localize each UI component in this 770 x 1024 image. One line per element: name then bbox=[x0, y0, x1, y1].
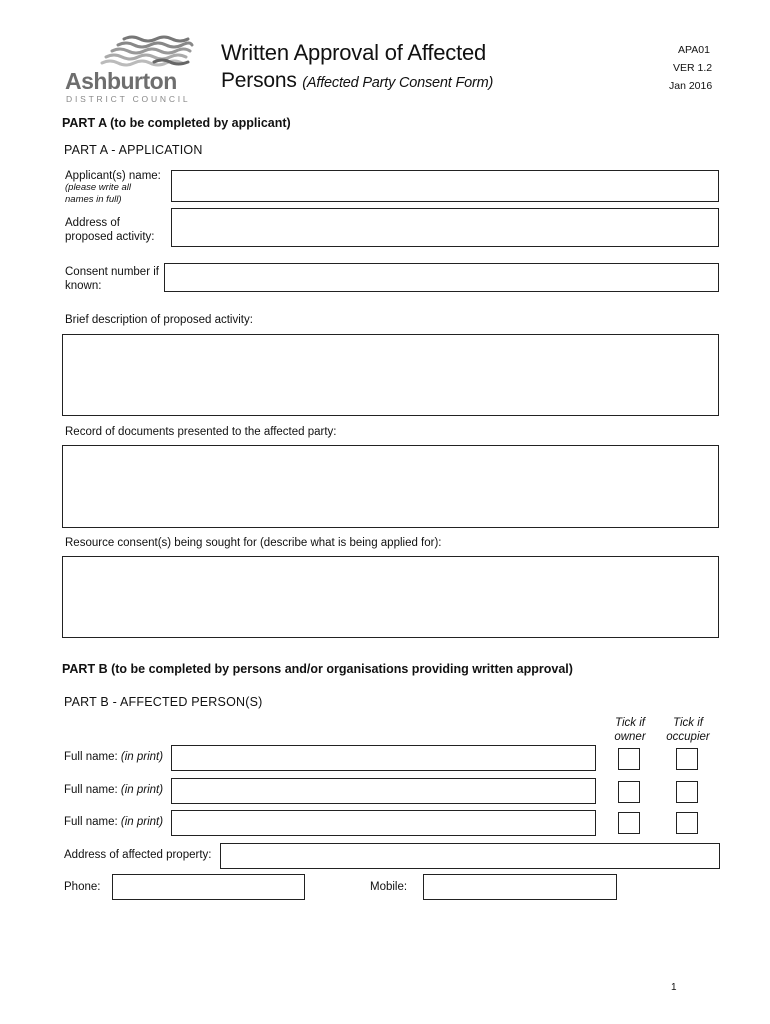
fullname-input-2[interactable] bbox=[171, 778, 596, 804]
form-title-line1: Written Approval of Affected bbox=[221, 40, 487, 65]
brief-description-input[interactable] bbox=[62, 334, 719, 416]
form-code: APA01 bbox=[678, 44, 710, 56]
resource-consent-input[interactable] bbox=[62, 556, 719, 638]
phone-input[interactable] bbox=[112, 874, 305, 900]
tick-occupier-label: Tick if occupier bbox=[666, 717, 710, 743]
applicant-note: (please write all names in full) bbox=[65, 182, 131, 205]
affected-address-label: Address of affected property: bbox=[64, 849, 212, 861]
fullname-text: Full name: bbox=[64, 784, 118, 796]
logo-name: Ashburton bbox=[65, 68, 177, 94]
brief-description-label: Brief description of proposed activity: bbox=[65, 314, 253, 326]
council-logo bbox=[62, 34, 202, 104]
applicant-name-input[interactable] bbox=[171, 170, 719, 202]
applicant-label: Applicant(s) name: bbox=[65, 170, 161, 182]
record-documents-input[interactable] bbox=[62, 445, 719, 528]
owner-checkbox-2[interactable] bbox=[618, 781, 640, 803]
part-b-section-title: PART B - AFFECTED PERSON(S) bbox=[64, 695, 263, 709]
consent-number-input[interactable] bbox=[164, 263, 719, 292]
fullname-hint: (in print) bbox=[120, 751, 164, 763]
page-number: 1 bbox=[671, 982, 677, 993]
record-documents-label: Record of documents presented to the affected party: bbox=[65, 426, 337, 438]
logo-subtitle: DISTRICT COUNCIL bbox=[66, 94, 191, 104]
tick-owner-label: Tick if owner bbox=[614, 717, 646, 743]
fullname-label-2 bbox=[64, 783, 163, 797]
affected-address-input[interactable] bbox=[220, 843, 720, 869]
form-title-sub: (Affected Party Consent Form) bbox=[302, 75, 494, 91]
part-a-section-title: PART A - APPLICATION bbox=[64, 143, 203, 157]
fullname-label-3 bbox=[64, 815, 163, 829]
mobile-input[interactable] bbox=[423, 874, 617, 900]
occupier-checkbox-3[interactable] bbox=[676, 812, 698, 834]
part-a-heading: PART A (to be completed by applicant) bbox=[62, 116, 291, 130]
fullname-text: Full name: bbox=[64, 751, 118, 763]
fullname-input-1[interactable] bbox=[171, 745, 596, 771]
form-date: Jan 2016 bbox=[669, 80, 713, 92]
resource-consent-label: Resource consent(s) being sought for (describe what is being applied for): bbox=[65, 537, 442, 549]
fullname-input-3[interactable] bbox=[171, 810, 596, 836]
occupier-checkbox-2[interactable] bbox=[676, 781, 698, 803]
fullname-label-1 bbox=[64, 750, 163, 764]
part-b-heading: PART B (to be completed by persons and/or organisations providing written approval) bbox=[62, 662, 573, 676]
occupier-checkbox-1[interactable] bbox=[676, 748, 698, 770]
form-title-line2 bbox=[221, 69, 493, 93]
consent-number-label: Consent number if known: bbox=[65, 266, 159, 292]
phone-label: Phone: bbox=[64, 881, 101, 893]
fullname-hint: (in print) bbox=[120, 816, 164, 828]
mobile-label: Mobile: bbox=[370, 881, 408, 893]
wave-logo-icon bbox=[62, 34, 202, 70]
owner-checkbox-3[interactable] bbox=[618, 812, 640, 834]
address-label: Address of proposed activity: bbox=[65, 217, 155, 243]
address-input[interactable] bbox=[171, 208, 719, 247]
fullname-hint: (in print) bbox=[120, 784, 164, 796]
owner-checkbox-1[interactable] bbox=[618, 748, 640, 770]
form-version: VER 1.2 bbox=[673, 62, 713, 74]
form-title-main: Persons bbox=[221, 69, 297, 92]
fullname-text: Full name: bbox=[64, 816, 118, 828]
